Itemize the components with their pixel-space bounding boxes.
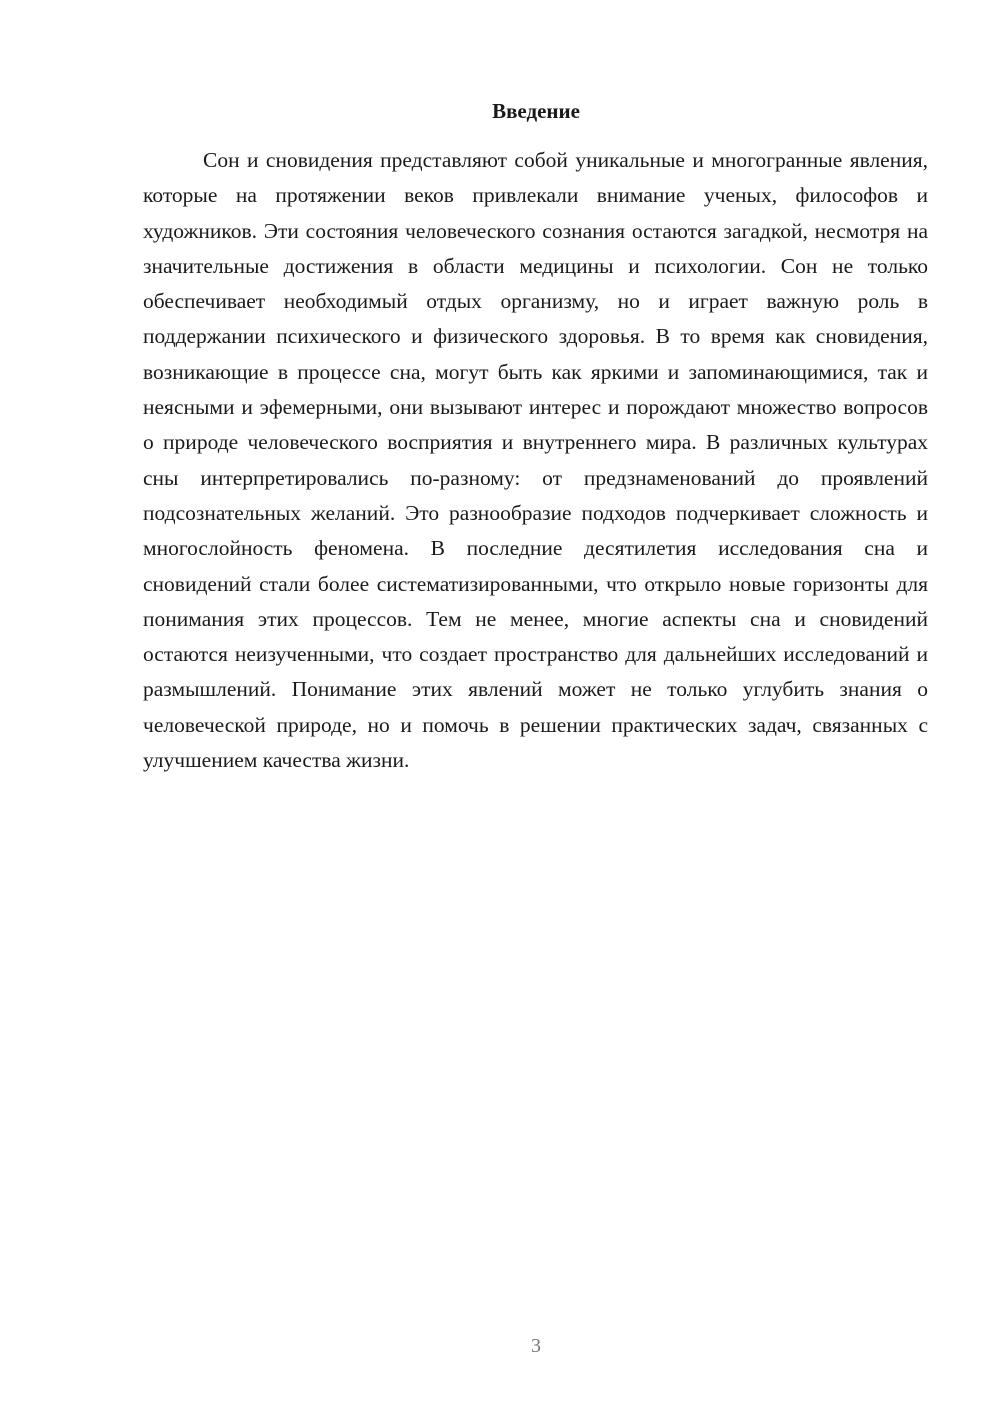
section-heading: Введение <box>492 99 580 123</box>
page-number: 3 <box>531 1335 541 1357</box>
body-paragraph: Сон и сновидения представляют собой уникальные и многогранные явления, которые на протяжении веков привлекали внимание ученых, философов и художников. Эти состояния человеческого сознания остаются загадкой, несмотря на значительные достижения в области медицины и психологии. Сон не только обеспечивает необходимый отдых организму, но и играет важную роль в поддержании психического и физического здоровья. В то время как сновидения, возникающие в процессе сна, могут быть как яркими и запоминающимися, так и неясными и эфемерными, они вызывают интерес и порождают множество вопросов о природе человеческого восприятия и внутреннего мира. В различных культурах сны интерпретировались по-разному: от предзнаменований до проявлений подсознательных желаний. Это разнообразие подходов подчеркивает сложность и многослойность феномена. В последние десятилетия исследования сна и сновидений стали более систематизированными, что открыло новые горизонты для понимания этих процессов. Тем не менее, многие аспекты сна и сновидений остаются неизученными, что создает пространство для дальнейших исследований и размышлений. Понимание этих явлений может не только углубить знания о человеческой природе, но и помочь в решении практических задач, связанных с улучшением качества жизни. <box>143 148 928 773</box>
